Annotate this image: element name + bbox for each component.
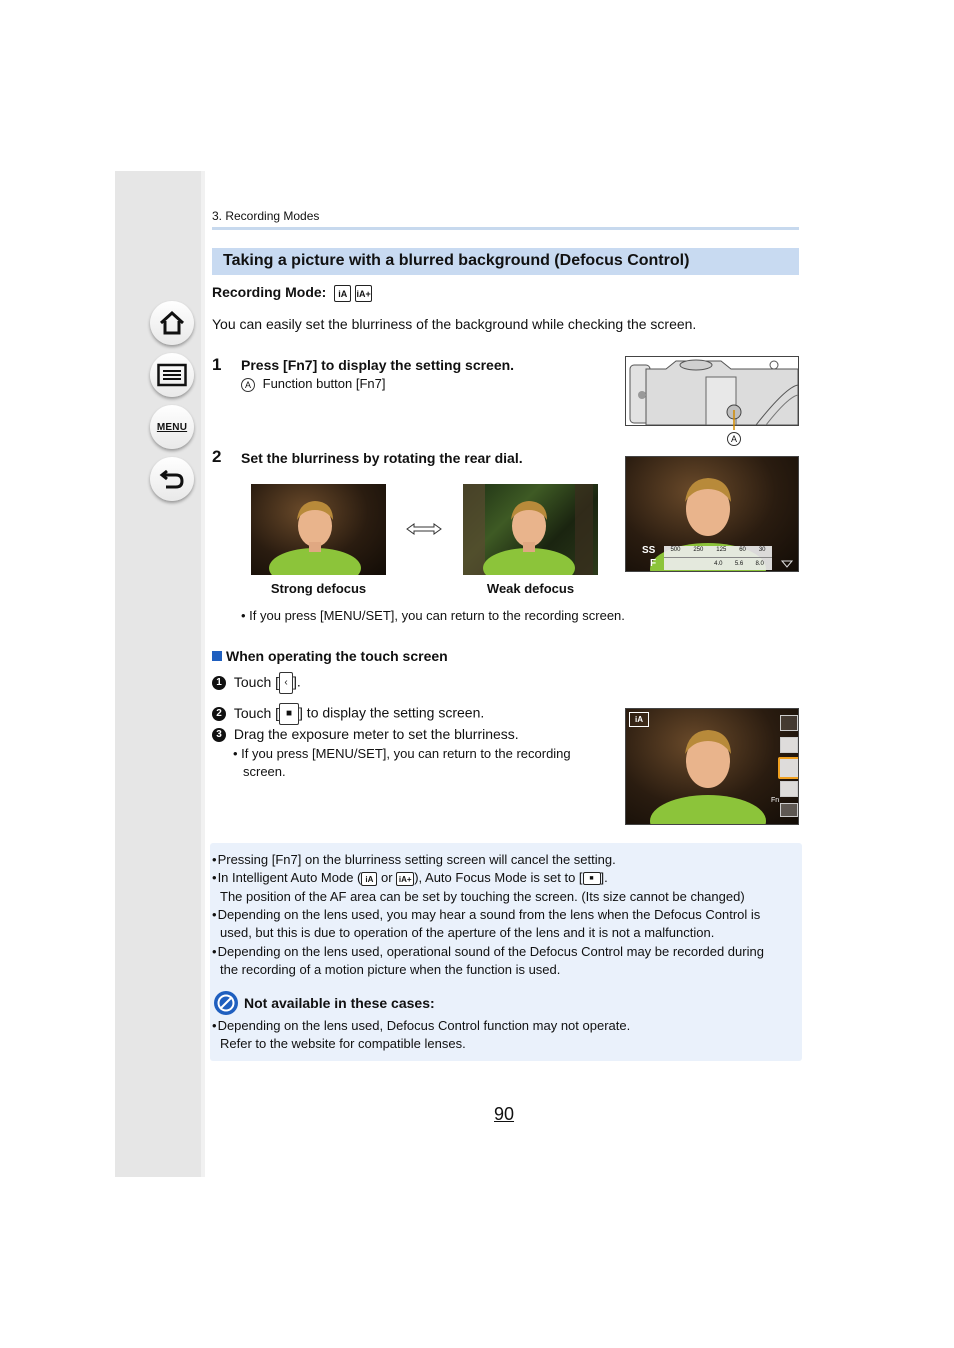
marker-a-leader [727,410,741,430]
intelligent-auto-icon: iA [361,872,377,886]
screen-tab-4[interactable] [780,781,798,797]
not-available-heading: Not available in these cases: [244,995,435,1011]
screen-tab-5[interactable] [780,803,798,817]
breadcrumb: 3. Recording Modes [212,209,320,223]
home-icon [158,309,186,337]
step1-note-text: Function button [Fn7] [262,376,386,391]
tab-open-icon[interactable]: ‹ [279,672,293,694]
aperture-value: 5.6 [734,561,744,567]
intelligent-auto-plus-icon: iA+ [396,872,414,886]
back-arrow-icon [158,466,186,492]
weak-defocus-photo [463,484,598,575]
touch-step3: 3 Drag the exposure meter to set the blurriness. [212,726,519,742]
intro-text: You can easily set the blurriness of the background while checking the screen. [212,316,697,332]
af-1-area-icon: ■ [583,872,601,885]
intelligent-auto-plus-icon: iA+ [355,285,372,302]
not-available-icon [213,990,239,1016]
double-arrow-icon [406,522,442,536]
touch-step2: 2 Touch [ ■ ] to display the setting screen. [212,703,484,725]
step1-number: 1 [212,355,222,374]
defocus-icon [781,560,793,568]
step2-bullet: • If you press [MENU/SET], you can return to the recording screen. [241,608,625,623]
home-button[interactable] [150,301,194,345]
strong-defocus-photo [251,484,386,575]
menu-button[interactable] [150,405,194,449]
breadcrumb-divider [212,227,799,230]
back-button[interactable] [150,457,194,501]
page-number: 90 [494,1104,515,1124]
list-icon [157,363,187,387]
screen-fn-label: Fn [771,797,780,804]
touch-step1: 1 Touch [ ‹ ]. [212,672,301,694]
sidebar-edge [201,171,205,1177]
touch-screen-illustration [625,708,799,825]
intelligent-auto-icon: iA [334,285,351,302]
screen-mode-badge: iA [629,712,649,727]
camera-illustration [625,356,799,426]
step1-title: Press [Fn7] to display the setting screen. [241,357,515,373]
note-2-line2: The position of the AF area can be set by touching the screen. (Its size cannot be changed) [220,889,745,904]
touch-step3-bullet: • If you press [MENU/SET], you can return to the recording screen. [233,746,571,779]
aperture-value: 4.0 [714,561,723,567]
step2-number: 2 [212,447,222,466]
marker-a: A [241,378,255,392]
note-2: •In Intelligent Auto Mode ( iA or iA+ ), Auto Focus Mode is set to [ ■ ]. [212,870,608,885]
strong-defocus-label: Strong defocus [270,581,367,596]
screen-tab-2[interactable] [780,737,798,753]
ss-label: SS [642,545,656,556]
camera-marker: A [727,430,741,448]
screen-tab-1[interactable] [780,715,798,731]
shutter-value: 125 [716,547,727,553]
not-available-note: •Depending on the lens used, Defocus Control function may not operate. Refer to the website for compatible lenses. [212,1018,631,1051]
menu-label: MENU [156,421,188,433]
step1-note [241,376,385,392]
shutter-value: 250 [693,547,704,553]
shutter-value: 60 [739,547,746,553]
aperture-value: 8.0 [755,561,764,567]
toc-button[interactable] [150,353,194,397]
note-1: •Pressing [Fn7] on the blurriness setting screen will cancel the setting. [212,852,616,867]
section-title: Taking a picture with a blurred background (Defocus Control) [212,248,799,275]
shutter-scale [664,547,772,553]
note-4: •Depending on the lens used, operational sound of the Defocus Control may be recorded during the recording of a motion picture when the function is used. [212,944,764,977]
recording-mode-label: Recording Mode: [212,284,327,300]
aperture-scale [708,561,770,567]
note-3: •Depending on the lens used, you may hear a sound from the lens when the Defocus Control is used, but this is due to operation of the aperture of the lens and it is not a malfunction. [212,907,761,940]
shutter-value: 30 [758,547,766,553]
step2-title: Set the blurriness by rotating the rear dial. [241,450,523,466]
recording-mode [212,284,372,302]
screen-defocus-tab[interactable] [778,757,799,779]
exposure-meter-bar[interactable] [664,546,772,570]
f-label: F [650,558,657,569]
weak-defocus-label: Weak defocus [486,581,575,596]
exposure-meter-screen [625,456,799,572]
square-bullet-icon [212,651,222,661]
defocus-control-icon[interactable]: ■ [279,703,299,725]
shutter-value: 500 [670,547,681,553]
touch-heading: When operating the touch screen [212,648,448,664]
